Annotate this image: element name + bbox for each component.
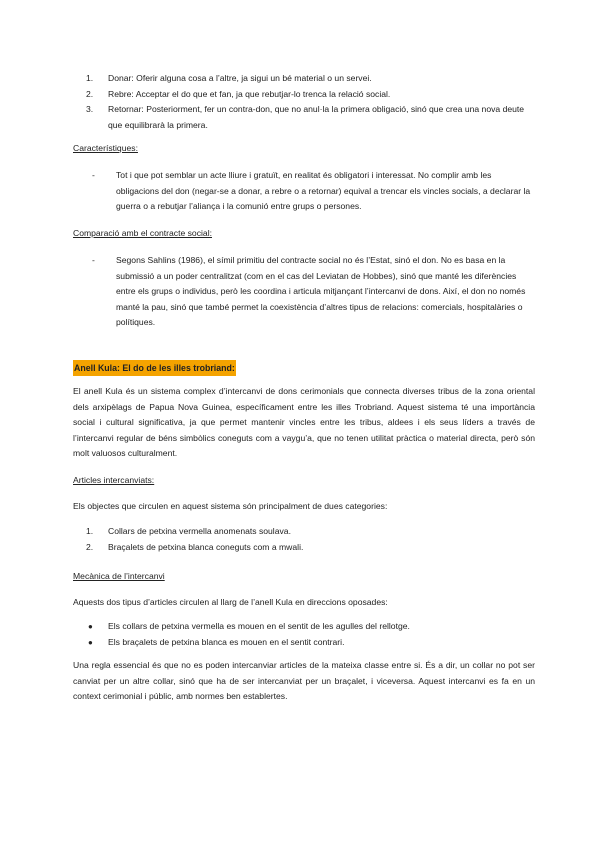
articles-numbered-list: [86, 524, 526, 555]
bullet-icon: ●: [88, 622, 93, 631]
dash-marker: -: [92, 170, 95, 180]
mecanica-intro: Aquests dos tipus d’articles circulen al llarg de l’anell Kula en direccions oposades:: [73, 597, 388, 607]
list-item-text: Tot i que pot semblar un acte lliure i gratuït, en realitat és obligatori i interessat. No complir amb les obligacions del don (negar-se a donar, a rebre o a retornar) equival a trencar els vincles socials, a declarar la guerra o a rebutjar l’aliança i la comunió entre grups o persones.: [116, 170, 531, 212]
list-item-text: Braçalets de petxina blanca coneguts com a mwali.: [108, 541, 304, 552]
list-item-text: Segons Sahlins (1986), el símil primitiu del contracte social no és l’Estat, sinó el don. No es basa en la submissió a un poder centralitzat (com en el cas del Leviatan de Hobbes), sinó que manté les diferències entre els grups o individus, però les coordina i articula mitjançant l’intercanvi de dons. Així, el don no només manté la pau, sinó que també permet la coexistència d’altres tipus de relacions: comercials, hospitalàries o polítiques.: [116, 255, 526, 328]
caracteristiques-list: [92, 168, 532, 215]
section-heading-caracteristiques: Característiques:: [73, 143, 138, 153]
list-item: [86, 102, 526, 133]
articles-intro: Els objectes que circulen en aquest sistema són principalment de dues categories:: [73, 501, 388, 511]
list-item: [92, 168, 532, 215]
list-item: [86, 635, 526, 651]
mecanica-bullet-list: [86, 619, 526, 650]
list-item: [86, 619, 526, 635]
closing-paragraph: Una regla essencial és que no es poden intercanviar articles de la mateixa classe entre si. És a dir, un collar no pot ser canviat per un altre collar, sinó que ha de ser intercanviat per un braçalet, i viceversa. Aquest intercanvi es fa en un context cerimonial i públic, amb normes ben establertes.: [73, 660, 535, 702]
section-heading-comparacio: Comparació amb el contracte social:: [73, 228, 212, 238]
section-heading-mecanica: Mecànica de l’intercanvi: [73, 571, 165, 581]
kula-intro-paragraph: El anell Kula és un sistema complex d’intercanvi de dons cerimonials que connecta diverses tribus de la zona oriental dels arxipèlags de Papua Nova Guinea, específicament entre les illes Trobriand. Aquest sistema té una importància social i cultural significativa, ja que permet mantenir vincles entre les tribus, aldees i els seus líders a través de l’intercanvi regular de béns simbòlics coneguts com a vaygu’a, que no tenen utilitat pràctica o material directa, però són molt valuosos culturalment.: [73, 386, 535, 459]
list-number: 1.: [86, 73, 94, 83]
highlighted-section-title: Anell Kula: El do de les illes trobriand:: [73, 360, 236, 376]
section-heading-articles: Articles intercanviats:: [73, 475, 155, 485]
list-item-text: Donar: Oferir alguna cosa a l’altre, ja sigui un bé material o un servei.: [108, 73, 372, 83]
list-number: 2.: [86, 88, 94, 99]
list-item-text: Collars de petxina vermella anomenats soulava.: [108, 526, 291, 536]
intro-numbered-list: [86, 71, 526, 133]
list-item-text: Retornar: Posteriorment, fer un contra-don, que no anul·la la primera obligació, sinó que crea una nova deute que equilibrarà la primera.: [108, 104, 525, 130]
list-item: [86, 540, 526, 556]
comparacio-list: [92, 253, 532, 331]
list-item: [86, 524, 526, 540]
list-item: [92, 253, 532, 331]
list-item-text: Els collars de petxina vermella es mouen en el sentit de les agulles del rellotge.: [108, 621, 410, 631]
dash-marker: -: [92, 255, 95, 265]
list-number: 1.: [86, 526, 94, 536]
list-number: 3.: [86, 104, 94, 115]
list-number: 2.: [86, 541, 94, 552]
list-item: [86, 87, 526, 103]
list-item: [86, 71, 526, 87]
list-item-text: Rebre: Acceptar el do que et fan, ja que rebutjar-lo trenca la relació social.: [108, 88, 391, 99]
bullet-icon: ●: [88, 637, 93, 647]
list-item-text: Els braçalets de petxina blanca es mouen en el sentit contrari.: [108, 636, 345, 647]
